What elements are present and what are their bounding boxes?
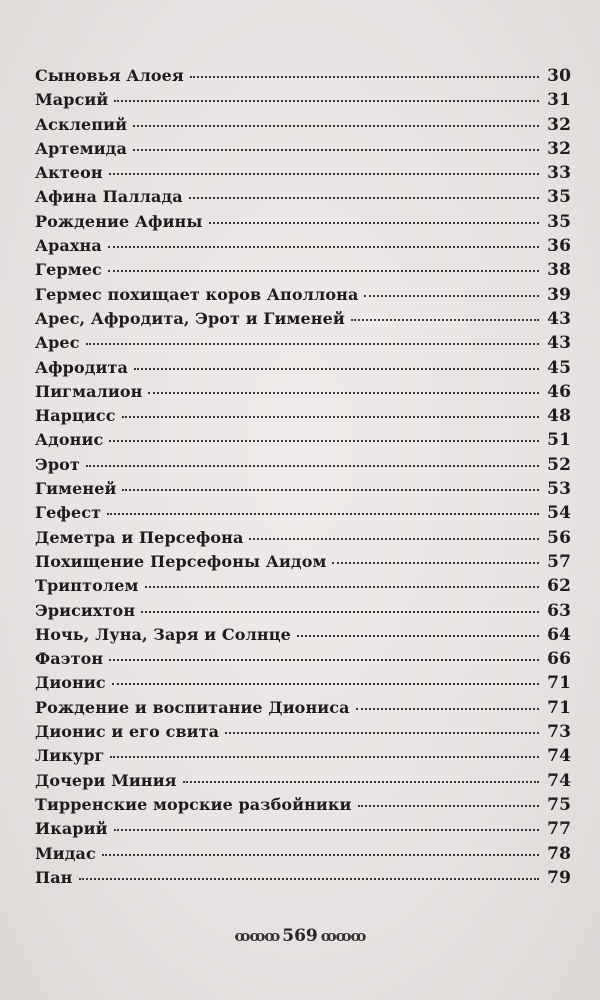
toc-entry [35,819,571,843]
dot-leader [148,392,539,394]
toc-entry-page-number: 43 [547,308,571,329]
toc-entry [35,260,571,284]
toc-entry [35,309,571,333]
dot-leader [114,829,539,831]
toc-entry-title: Арес [35,333,80,353]
toc-entry-title: Гименей [35,479,117,499]
left-flourish-icon: ꝏꝏꝏ [234,927,280,945]
toc-entry [35,382,571,406]
right-flourish-icon: ꝏꝏꝏ [320,927,366,945]
toc-entry [35,358,571,382]
dot-leader [108,270,539,272]
toc-entry-page-number: 35 [547,211,571,232]
page-footer [0,926,600,946]
toc-entry-page-number: 39 [547,284,571,305]
toc-entry-page-number: 73 [547,722,571,743]
toc-entry [35,722,571,746]
table-of-contents [35,66,571,892]
toc-entry-page-number: 74 [547,770,571,791]
toc-entry [35,649,571,673]
toc-entry-page-number: 48 [547,406,571,427]
toc-entry [35,576,571,600]
toc-entry-page-number: 75 [547,794,571,815]
toc-entry [35,746,571,770]
toc-entry [35,528,571,552]
toc-entry-title: Адонис [35,430,104,450]
toc-entry-title: Гермес похищает коров Аполлона [35,284,359,304]
dot-leader [79,878,540,880]
dot-leader [133,125,539,127]
toc-entry-page-number: 56 [547,527,571,548]
dot-leader [145,586,539,588]
dot-leader [351,319,539,321]
toc-entry-title: Ликург [35,746,105,766]
dot-leader [183,781,539,783]
toc-entry-title: Арес, Афродита, Эрот и Гименей [35,308,345,328]
toc-entry-title: Афина Паллада [35,187,183,207]
toc-entry [35,552,571,576]
toc-entry [35,430,571,454]
toc-entry-title: Деметра и Персефона [35,527,244,547]
dot-leader [356,708,539,710]
toc-entry-title: Нарцисс [35,406,116,426]
toc-entry-page-number: 71 [547,673,571,694]
dot-leader [122,489,539,491]
toc-entry-page-number: 32 [547,138,571,159]
toc-entry-title: Пан [35,867,73,887]
toc-entry [35,90,571,114]
toc-entry-title: Рождение Афины [35,211,203,231]
toc-entry-page-number: 77 [547,819,571,840]
toc-entry-page-number: 33 [547,163,571,184]
toc-entry [35,625,571,649]
toc-entry-page-number: 46 [547,381,571,402]
toc-entry-title: Эрисихтон [35,600,136,620]
toc-entry-title: Марсий [35,90,109,110]
toc-entry-title: Артемида [35,138,127,158]
dot-leader [109,173,539,175]
dot-leader [209,222,539,224]
dot-leader [358,805,539,807]
toc-entry-page-number: 71 [547,697,571,718]
toc-entry-title: Пигмалион [35,381,143,401]
toc-entry-page-number: 52 [547,454,571,475]
dot-leader [109,440,539,442]
dot-leader [141,611,539,613]
toc-entry-page-number: 30 [547,66,571,86]
toc-entry-page-number: 31 [547,90,571,111]
toc-entry [35,212,571,236]
toc-entry-title: Дионис и его свита [35,722,220,742]
toc-entry-page-number: 79 [547,867,571,888]
toc-entry [35,163,571,187]
toc-entry [35,771,571,795]
toc-entry-title: Гермес [35,260,102,280]
dot-leader [107,513,539,515]
toc-entry-title: Афродита [35,357,128,377]
toc-entry-page-number: 53 [547,479,571,500]
toc-entry-title: Дионис [35,673,106,693]
toc-entry-title: Дочери Миния [35,770,177,790]
toc-entry-title: Тирренские морские разбойники [35,794,352,814]
toc-entry [35,601,571,625]
toc-entry-title: Арахна [35,236,102,256]
dot-leader [110,756,539,758]
toc-entry-title: Триптолем [35,576,139,596]
dot-leader [249,538,539,540]
toc-entry [35,503,571,527]
toc-entry-page-number: 38 [547,260,571,281]
toc-entry [35,139,571,163]
dot-leader [122,416,539,418]
toc-entry-title: Асклепий [35,114,128,134]
toc-entry [35,66,571,90]
toc-entry-title: Икарий [35,819,108,839]
toc-entry-page-number: 62 [547,576,571,597]
toc-entry [35,795,571,819]
dot-leader [108,246,539,248]
dot-leader [332,562,539,564]
dot-leader [225,732,539,734]
toc-entry [35,455,571,479]
toc-entry [35,236,571,260]
toc-entry-page-number: 32 [547,114,571,135]
toc-entry [35,698,571,722]
toc-entry-page-number: 36 [547,236,571,257]
toc-entry-title: Рождение и воспитание Диониса [35,697,350,717]
toc-entry [35,285,571,309]
toc-entry-page-number: 64 [547,624,571,645]
dot-leader [364,295,539,297]
toc-entry-title: Похищение Персефоны Аидом [35,551,327,571]
toc-entry-title: Эрот [35,454,80,474]
toc-entry-page-number: 51 [547,430,571,451]
toc-entry-page-number: 78 [547,843,571,864]
toc-entry [35,187,571,211]
toc-entry-page-number: 54 [547,503,571,524]
toc-entry [35,479,571,503]
dot-leader [297,635,539,637]
toc-entry-title: Актеон [35,163,103,183]
toc-entry-title: Гефест [35,503,102,523]
toc-entry-title: Сыновья Алоея [35,66,184,85]
toc-entry-page-number: 57 [547,551,571,572]
toc-entry-title: Мидас [35,843,96,863]
toc-entry [35,844,571,868]
toc-entry-page-number: 63 [547,600,571,621]
page-number: 569 [282,926,318,946]
toc-entry [35,333,571,357]
dot-leader [133,149,539,151]
toc-entry [35,115,571,139]
toc-entry [35,406,571,430]
toc-entry [35,673,571,697]
toc-entry-title: Ночь, Луна, Заря и Солнце [35,624,291,644]
toc-entry-page-number: 35 [547,187,571,208]
dot-leader [114,100,539,102]
dot-leader [102,854,539,856]
dot-leader [109,659,539,661]
toc-entry-page-number: 66 [547,649,571,670]
toc-entry-page-number: 43 [547,333,571,354]
toc-entry [35,868,571,892]
dot-leader [134,368,539,370]
dot-leader [189,197,539,199]
toc-entry-page-number: 74 [547,746,571,767]
dot-leader [190,76,539,78]
dot-leader [112,683,539,685]
dot-leader [86,465,539,467]
dot-leader [86,343,539,345]
toc-entry-title: Фаэтон [35,649,104,669]
toc-entry-page-number: 45 [547,357,571,378]
